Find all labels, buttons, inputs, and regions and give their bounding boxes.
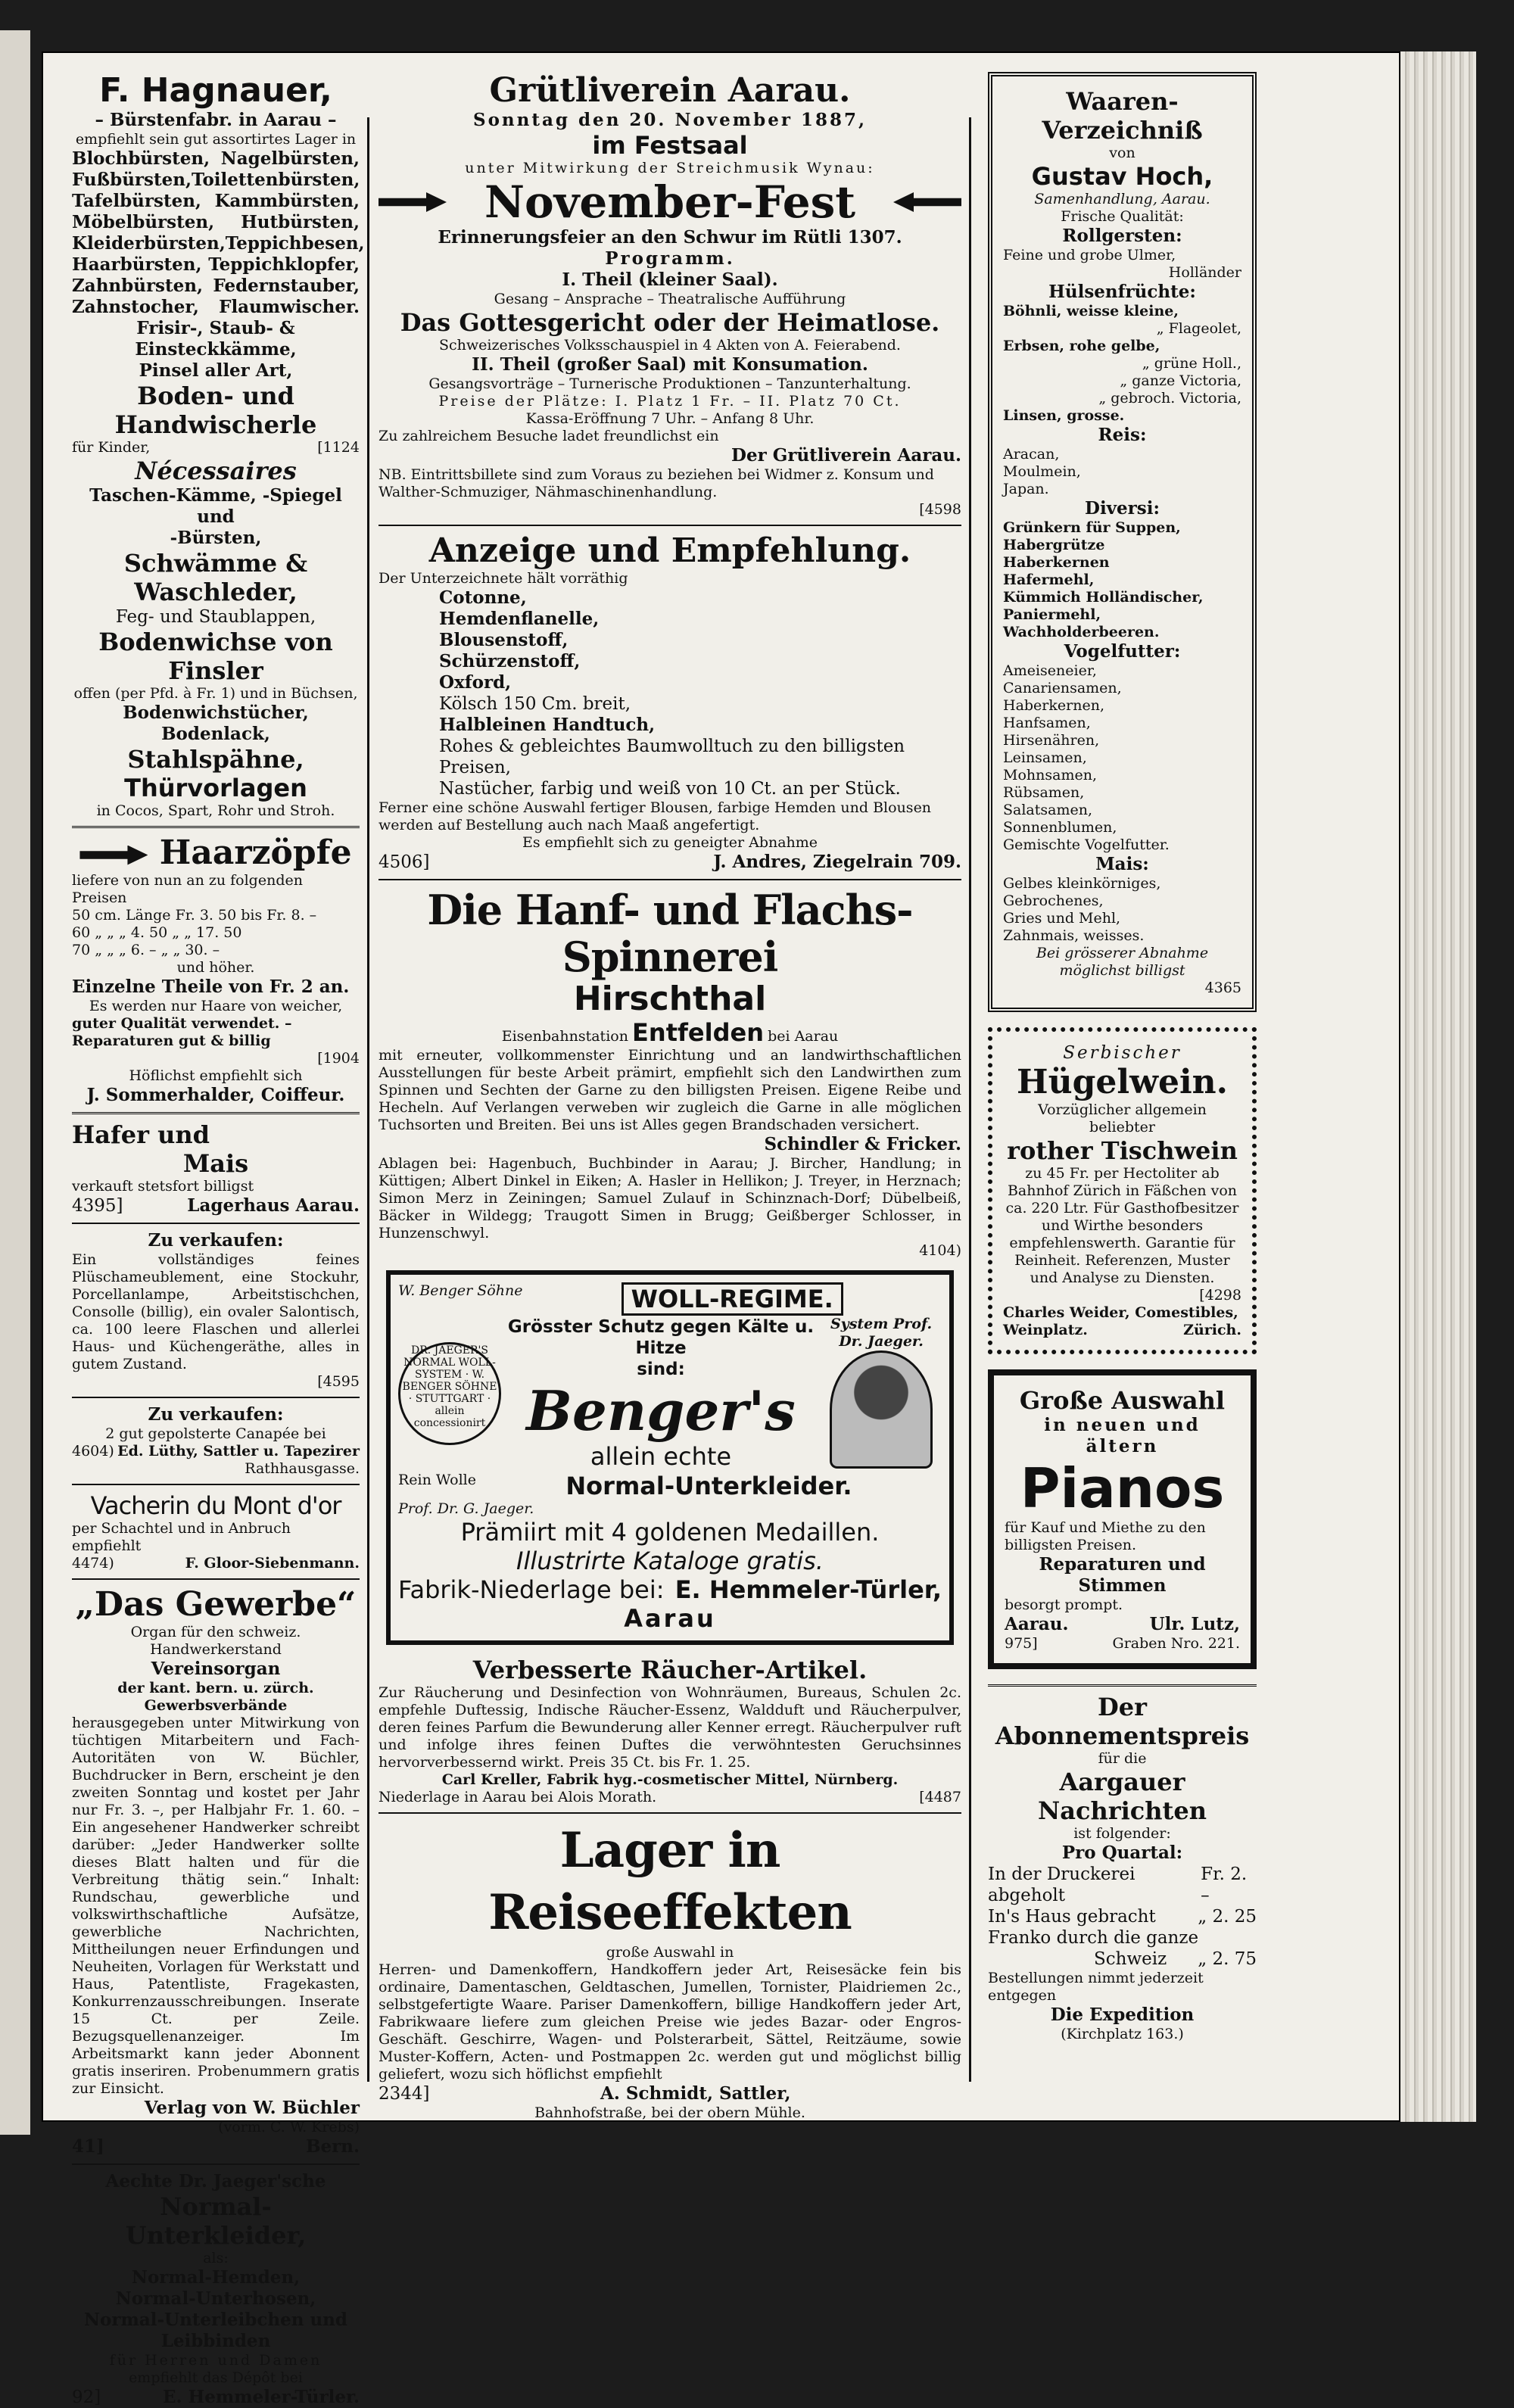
ad-text: Normal-Unterhosen, bbox=[115, 2288, 316, 2309]
category-heading: Mais: bbox=[1095, 854, 1149, 874]
ad-text: Ferner eine schöne Auswahl fertiger Blousen, farbige Hemden und Blousen werden auf Bestellung auch nach Maaß angefertigt. bbox=[378, 799, 932, 833]
ad-jaeger bbox=[72, 2171, 360, 2408]
ad-text: Bahnhofstraße, bei der obern Mühle. bbox=[534, 2104, 805, 2121]
list-item: Haberkernen, bbox=[1003, 697, 1104, 714]
list-item: Aracan, bbox=[1003, 446, 1060, 463]
list-item: Gries und Mehl, bbox=[1003, 910, 1121, 927]
column-left bbox=[72, 71, 365, 2408]
column-rule-right bbox=[969, 117, 971, 2082]
ad-title: Hirschthal bbox=[573, 980, 767, 1018]
ad-text: NB. Eintrittsbillete sind zum Voraus zu beziehen bei Widmer z. Konsum und Walther-Schmuziger, Nähmaschinenhandlung. bbox=[378, 466, 934, 500]
category-heading: Hülsenfrüchte: bbox=[1048, 282, 1196, 302]
ad-ref: [4598 bbox=[919, 501, 961, 518]
ad-text: für die bbox=[1098, 1750, 1147, 1767]
ad-vacherin bbox=[72, 1491, 360, 1572]
list-item: Gemischte Vogelfutter. bbox=[1003, 836, 1170, 853]
list-item: Cotonne, bbox=[439, 587, 527, 608]
ad-text: Eisenbahnstation bbox=[501, 1028, 628, 1045]
ad-gruetliverein bbox=[378, 72, 961, 519]
brand-name: Benger's bbox=[526, 1378, 796, 1443]
jaeger-portrait-icon bbox=[830, 1350, 933, 1469]
ad-text: Pinsel aller Art, bbox=[139, 360, 293, 381]
ad-text: -Bürsten, bbox=[170, 528, 262, 548]
ad-text: ist folgender: bbox=[1073, 1825, 1171, 1842]
category-heading: Rollgersten: bbox=[1062, 226, 1182, 246]
ad-text: Pro Quartal: bbox=[1061, 1843, 1183, 1863]
list-item: Feine und grobe Ulmer, bbox=[1003, 247, 1176, 263]
list-item: Blochbürsten, Nagelbürsten, bbox=[72, 148, 360, 169]
list-item: Moulmein, bbox=[1003, 463, 1081, 480]
list-item: Wachholderbeeren. bbox=[1003, 624, 1160, 640]
list-item: Zahnstocher, Flaumwischer. bbox=[72, 297, 360, 317]
ad-text: empfiehlt das Dépôt bei bbox=[129, 2369, 303, 2386]
ad-signature: Ed. Lüthy, Sattler u. Tapezirer bbox=[117, 1443, 360, 1459]
ad-text: offen (per Pfd. à Fr. 1) und in Büchsen, bbox=[73, 685, 358, 702]
ad-gustav-hoch bbox=[988, 72, 1257, 1012]
list-item: Ameiseneier, bbox=[1003, 662, 1097, 679]
pointing-hand-icon bbox=[893, 192, 961, 212]
ad-text: verkauft stetsfort billigst bbox=[72, 1178, 254, 1195]
ad-text: Serbischer bbox=[1063, 1043, 1182, 1063]
ad-text: guter Qualität verwendet. – Reparaturen gut & billig bbox=[72, 1015, 292, 1049]
ad-signature: Der Grütliverein Aarau. bbox=[731, 445, 961, 466]
ad-text: Taschen-Kämme, -Spiegel und bbox=[89, 485, 342, 527]
ad-ref: [4487 bbox=[919, 1789, 961, 1805]
ad-text: Aarau bbox=[624, 1604, 716, 1633]
list-item: Habergrütze bbox=[1003, 537, 1105, 553]
list-item: Haberkernen bbox=[1003, 554, 1110, 571]
list-item: Linsen, grosse. bbox=[1003, 407, 1125, 424]
ad-text: Höflichst empfiehlt sich bbox=[129, 1067, 303, 1084]
list-item: „ ganze Victoria, bbox=[1120, 372, 1241, 389]
pointing-hand-icon bbox=[79, 846, 148, 865]
category-heading: Vogelfutter: bbox=[1064, 641, 1181, 662]
list-item: Blousenstoff, bbox=[439, 630, 569, 650]
ad-title: F. Hagnauer, bbox=[99, 71, 332, 110]
ad-ref: 4604) bbox=[72, 1443, 114, 1459]
program-item: Schweizerisches Volksschauspiel in 4 Akten von A. Feierabend. bbox=[439, 337, 901, 354]
ad-haarzoepfe bbox=[72, 834, 360, 1106]
list-item: Erbsen, rohe gelbe, bbox=[1003, 338, 1160, 354]
price-row: 50 cm. Länge Fr. 3. 50 bis Fr. 8. – bbox=[72, 907, 317, 924]
ad-signature: F. Gloor-Siebenmann. bbox=[185, 1555, 360, 1572]
ad-ref: 92] bbox=[72, 2388, 101, 2407]
list-item: Kölsch 150 Cm. breit, bbox=[439, 694, 631, 714]
ad-text: besorgt prompt. bbox=[1005, 1597, 1123, 1613]
ad-text: Thürvorlagen bbox=[124, 774, 307, 802]
ad-text: als: bbox=[203, 2250, 229, 2266]
ad-signature: Charles Weider, Comestibles, bbox=[1003, 1304, 1238, 1321]
ad-title: „Das Gewerbe“ bbox=[75, 1585, 357, 1624]
ad-text: (vorm. C. W. Krebs) bbox=[218, 2119, 360, 2135]
ad-title: Aargauer Nachrichten bbox=[1038, 1768, 1207, 1825]
ad-ref: 41] bbox=[72, 2136, 104, 2157]
ad-signature: A. Schmidt, Sattler, bbox=[600, 2083, 791, 2104]
ad-text: große Auswahl in bbox=[606, 1944, 734, 1961]
ad-text: System Prof. Dr. Jaeger. bbox=[830, 1316, 933, 1350]
ad-title: Gustav Hoch, bbox=[1031, 162, 1213, 191]
list-item: Zahnbürsten, Federnstauber, bbox=[72, 276, 360, 296]
ad-spinnerei bbox=[378, 886, 961, 1260]
ad-text: Normal-Unterkleider. bbox=[565, 1472, 852, 1500]
price-row: 70 „ „ „ 6. – „ „ 30. – bbox=[72, 942, 220, 958]
list-item: Holländer bbox=[1168, 264, 1241, 281]
category-heading: Reis: bbox=[1098, 425, 1147, 445]
ad-raeucher bbox=[378, 1656, 961, 1806]
ad-text: Reparaturen und Stimmen bbox=[1039, 1554, 1206, 1596]
ad-ref: 4395] bbox=[72, 1196, 123, 1216]
ad-verkaufen-1 bbox=[72, 1230, 360, 1391]
ad-title: Zu verkaufen: bbox=[148, 1230, 284, 1251]
list-item: Möbelbürsten, Hutbürsten, bbox=[72, 212, 360, 232]
ad-woll-regime bbox=[386, 1270, 954, 1645]
ad-title: Pianos bbox=[1020, 1456, 1225, 1520]
ad-text: Nécessaires bbox=[135, 456, 297, 485]
ad-text: Zürich. bbox=[1183, 1322, 1241, 1338]
ad-title: Vacherin du Mont d'or bbox=[90, 1491, 341, 1520]
ad-hagnauer bbox=[72, 71, 365, 820]
ad-text: Illustrirte Kataloge gratis. bbox=[516, 1547, 824, 1575]
ad-text: liefere von nun an zu folgenden Preisen bbox=[72, 872, 303, 906]
list-item: Mohnsamen, bbox=[1003, 767, 1097, 783]
ad-text: Verlag von W. Büchler bbox=[144, 2098, 360, 2118]
ad-signature: Prof. Dr. G. Jaeger. bbox=[398, 1500, 534, 1517]
ad-title: Anzeige und Empfehlung. bbox=[428, 531, 911, 570]
ad-text: Herren- und Damenkoffern, Handkoffern jeder Art, Reisesäcke fein bis ordinaire, Damentaschen, Geldtaschen, Jumellen, Tornister, Plaidriemen 2c., selbstgefertigte Waare. Pariser Damenkoffern, billige Handkoffern jeder Art, Fabrikwaare liefere zum gleichen Preise wie jedes Bazar- oder Engros-Geschäft. Geschirre, Wagen- und Polsterarbeit, Sättel, Reitzäume, sowie Muster-Koffern, Acten- und Postmappen 2c. werden gut und möglichst billig geliefert, wozu sich höflichst empfiehlt bbox=[378, 1961, 961, 2082]
book-edge bbox=[1400, 51, 1476, 2122]
ad-signature: Die Expedition bbox=[1050, 2005, 1195, 2025]
pointing-hand-icon bbox=[378, 192, 447, 212]
ad-text: Bodenwichstücher, Bodenlack, bbox=[123, 702, 309, 744]
ad-title: Aechte Dr. Jaeger'sche bbox=[105, 2171, 326, 2191]
ad-text: Zur Räucherung und Desinfection von Wohnräumen, Bureaus, Schulen 2c. empfehle Duftessig, Indische Räucher-Essenz, Waldduft und Räucherpulver, deren feines Parfum die Bewunderung aller Kenner erregt. Räucherpulver ruft und infolge ihres feinen Duftes die verwöhntesten Geruchsinnes hervorverbessernd wirkt. Preis 35 Ct. bis Fr. 1. 25. bbox=[378, 1684, 961, 1771]
column-rule-left bbox=[367, 117, 369, 2082]
list-item: Sonnenblumen, bbox=[1003, 819, 1117, 836]
price-label: In's Haus gebracht bbox=[988, 1907, 1156, 1927]
list-item: Tafelbürsten, Kammbürsten, bbox=[72, 191, 360, 211]
column-center bbox=[378, 72, 961, 2122]
ad-title: Lager in Reiseeffekten bbox=[488, 1822, 852, 1941]
ad-huegelwein bbox=[988, 1027, 1257, 1354]
program-item: Kassa-Eröffnung 7 Uhr. – Anfang 8 Uhr. bbox=[525, 410, 815, 427]
ad-text: Grösster Schutz gegen Kälte u. Hitze bbox=[507, 1317, 815, 1358]
ad-ref: 4474) bbox=[72, 1555, 114, 1572]
ad-text: Rein Wolle bbox=[398, 1472, 476, 1488]
ad-title: Normal-Unterkleider, bbox=[125, 2192, 307, 2250]
list-item: Grünkern für Suppen, bbox=[1003, 519, 1181, 536]
program-item: Preise der Plätze: I. Platz 1 Fr. – II. Platz 70 Ct. bbox=[438, 393, 902, 410]
program-item: Gesang – Ansprache – Theatralische Aufführung bbox=[494, 291, 846, 307]
list-item: Rübsamen, bbox=[1003, 784, 1085, 801]
ad-ref: [4595 bbox=[317, 1373, 360, 1390]
ad-text: W. Benger Söhne bbox=[398, 1282, 523, 1299]
list-item: Hafermehl, bbox=[1003, 572, 1095, 588]
jaeger-emblem-icon: DR. JAEGER'S NORMAL WOLL-SYSTEM · W. BENGER SÖHNE · STUTTGART · allein concessionirt bbox=[398, 1342, 501, 1445]
program-item: I. Theil (kleiner Saal). bbox=[562, 269, 778, 290]
ad-text: Rathhausgasse. bbox=[245, 1460, 360, 1477]
ad-text: für Herren und Damen bbox=[109, 2352, 322, 2369]
ad-hafer bbox=[72, 1120, 360, 1216]
ad-ref: 2344] bbox=[378, 2084, 430, 2104]
ad-text: Normal-Hemden, bbox=[131, 2267, 301, 2288]
price-value: „ 2. 25 bbox=[1198, 1907, 1257, 1927]
ad-text: sind: bbox=[637, 1360, 685, 1379]
ad-title: Hügelwein. bbox=[1017, 1063, 1228, 1101]
list-item: Zahnmais, weisses. bbox=[1003, 927, 1145, 944]
ad-title: Die Hanf- und Flachs-Spinnerei bbox=[427, 886, 913, 981]
ad-title: WOLL-REGIME. bbox=[621, 1282, 843, 1316]
ad-title: Große Auswahl bbox=[1019, 1386, 1226, 1415]
ad-text: von bbox=[1109, 145, 1136, 161]
ad-text: Feg- und Staublappen, bbox=[115, 607, 316, 627]
price-value: Fr. 2. – bbox=[1201, 1864, 1248, 1905]
ad-text: mit erneuter, vollkommenster Einrichtung und an landwirthschaftlichen Ausstellungen für beste Arbeit prämirt, empfiehlt sich den Landwirthen zum Spinnen und Sechten der Garne zu den billigsten Preisen. Eigene Reibe und Hecheln. Auf Verlangen verweben wir zugleich die Garne in alle möglichen Tuchsorten und Breiten. Bei uns ist Alles gegen Brandschaden versichert. bbox=[378, 1047, 961, 1133]
ad-text: Samenhandlung, Aarau. bbox=[1034, 191, 1210, 207]
price-label: Franko durch die ganze bbox=[988, 1928, 1199, 1948]
ad-pianos bbox=[988, 1369, 1257, 1669]
ad-text: 2 gut gepolsterte Canapée bei bbox=[105, 1425, 326, 1442]
list-item: Hemdenflanelle, bbox=[439, 609, 600, 629]
ad-text: Ein vollständiges feines Plüschameublement, eine Stockuhr, Porcellanlampe, Arbeitstischchen, Consolle (billig), ein ovaler Salontisch, ca. 100 leere Flaschen und allerlei Haus- und Küchengeräthe, alles in gutem Zustand. bbox=[72, 1251, 360, 1372]
list-item: Japan. bbox=[1003, 481, 1049, 497]
ad-text: Einzelne Theile von Fr. 2 an. bbox=[72, 977, 350, 997]
event-title: November-Fest bbox=[484, 176, 856, 228]
program-item: Gesangsvorträge – Turnerische Produktionen – Tanzunterhaltung. bbox=[428, 375, 911, 392]
ad-text: Vereinsorgan bbox=[151, 1659, 281, 1679]
ad-title: Zu verkaufen: bbox=[148, 1404, 284, 1425]
ad-ref: [1904 bbox=[317, 1050, 360, 1067]
list-item: Hirsenähren, bbox=[1003, 732, 1100, 749]
list-item: Canariensamen, bbox=[1003, 680, 1122, 696]
ad-title: Mais bbox=[182, 1149, 249, 1178]
ad-text: per Schachtel und in Anbruch empfiehlt bbox=[72, 1520, 291, 1554]
ad-text: für Kauf und Miethe zu den billigsten Preisen. bbox=[1005, 1519, 1206, 1553]
ad-text: Frische Qualität: bbox=[1061, 208, 1184, 225]
ad-reiseeffekten bbox=[378, 1820, 961, 2122]
program-item: Das Gottesgericht oder der Heimatlose. bbox=[400, 308, 940, 337]
ad-text: Aarau. bbox=[1005, 1614, 1069, 1634]
ad-text: Graben Nro. 221. bbox=[1112, 1635, 1240, 1652]
ad-text: Es empfiehlt sich zu geneigter Abnahme bbox=[522, 834, 818, 851]
ad-text: Zu zahlreichem Besuche ladet freundlichst ein bbox=[378, 428, 719, 444]
ad-title: rother Tischwein bbox=[1007, 1136, 1238, 1165]
ad-signature: Ulr. Lutz, bbox=[1149, 1614, 1240, 1634]
ad-text: Boden- und Handwischerle bbox=[114, 382, 317, 439]
list-item: Nastücher, farbig und weiß von 10 Ct. an per Stück. bbox=[439, 779, 901, 799]
program-item: II. Theil (großer Saal) mit Konsumation. bbox=[472, 354, 868, 375]
ad-text: für Kinder, bbox=[72, 439, 151, 456]
list-item: Gebrochenes, bbox=[1003, 892, 1104, 909]
list-item: Paniermehl, bbox=[1003, 606, 1101, 623]
ad-text: Bestellungen nimmt jederzeit entgegen bbox=[988, 1970, 1204, 2004]
ad-text: herausgegeben unter Mitwirkung von tüchtigen Mitarbeitern und Fach-Autoritäten von W. Büchler, Buchdrucker in Bern, erscheint je den zweiten Sonntag und kostet per Jahr nur Fr. 3. –, per Halbjahr Fr. 1. 60. – Ein angesehener Handwerker schreibt darüber: „Jeder Handwerker sollte dieses Blatt halten und für die Verbreitung thätig sein.“ Inhalt: Rundschau, gewerbliche und volkswirthschaftliche Aufsätze, gewerbliche Nachrichten, Mittheilungen neuer Erfindungen und Neuheiten, Vorlagen für Werkstatt und Haus, Patentliste, Fragekasten, Konkurrenzausschreibungen. Inserate 15 Ct. per Zeile. Bezugsquellenanzeiger. Im Arbeitsmarkt kann jeder Abonnent gratis inseriren. Probenummern gratis zur Einsicht. bbox=[72, 1715, 360, 2097]
ad-title: Verbesserte Räucher-Artikel. bbox=[472, 1656, 868, 1684]
price-row: 60 „ „ „ 4. 50 „ „ 17. 50 bbox=[72, 924, 242, 941]
ad-anzeige bbox=[378, 532, 961, 873]
ad-title: Grütliverein Aarau. bbox=[489, 71, 851, 110]
ad-signature: E. Hemmeler-Türler. bbox=[162, 2387, 360, 2407]
ad-signature: Lagerhaus Aarau. bbox=[187, 1195, 360, 1216]
brush-list bbox=[72, 148, 365, 318]
ad-text: unter Mitwirkung der Streichmusik Wynau: bbox=[465, 160, 875, 176]
ad-ref: [4298 bbox=[1199, 1287, 1241, 1304]
ad-text: in neuen und ältern bbox=[1044, 1415, 1201, 1456]
ad-text: Schwämme & Waschleder, bbox=[123, 549, 308, 606]
list-item: Hanfsamen, bbox=[1003, 715, 1091, 731]
price-label: Schweiz bbox=[1094, 1949, 1167, 1969]
ad-text: Fabrik-Niederlage bei: bbox=[398, 1575, 665, 1604]
ad-text: E. Hemmeler-Türler, bbox=[674, 1575, 942, 1604]
ad-verkaufen-2 bbox=[72, 1404, 360, 1478]
ad-title: Haarzöpfe bbox=[159, 833, 352, 872]
ad-ref: 4104) bbox=[919, 1242, 961, 1259]
ad-text: Es werden nur Haare von weicher, bbox=[89, 998, 343, 1014]
ad-text: Vorzüglicher allgemein beliebter bbox=[1038, 1101, 1207, 1135]
list-item: Halbleinen Handtuch, bbox=[439, 715, 656, 735]
list-item: Oxford, bbox=[439, 672, 512, 693]
ad-text: Bei grösserer Abnahme möglichst billigst bbox=[1036, 945, 1209, 979]
ad-text: Normal-Unterleibchen und bbox=[84, 2310, 347, 2330]
price-value: „ 2. 75 bbox=[1198, 1949, 1257, 1969]
ad-gewerbe bbox=[72, 1586, 360, 2157]
ad-ref: 4506] bbox=[378, 852, 430, 872]
ad-title: Entfelden bbox=[632, 1018, 764, 1047]
ad-ref: [1124 bbox=[317, 439, 360, 456]
ad-title: Der Abonnementspreis bbox=[995, 1693, 1250, 1750]
ad-ref: 975] bbox=[1005, 1635, 1038, 1652]
ad-text: allein echte bbox=[590, 1442, 732, 1471]
ad-title: Waaren-Verzeichniß bbox=[1042, 87, 1203, 145]
left-page-edge bbox=[0, 30, 30, 2135]
ad-text: empfiehlt sein gut assortirtes Lager in bbox=[75, 131, 357, 148]
ad-title: Hafer und bbox=[72, 1120, 210, 1149]
price-label: In der Druckerei abgeholt bbox=[988, 1864, 1136, 1905]
list-item: „ gebroch. Victoria, bbox=[1098, 390, 1241, 407]
ad-text: (Kirchplatz 163.) bbox=[1061, 2026, 1184, 2042]
ad-ref: 4365 bbox=[1204, 980, 1241, 996]
ad-text: Weinplatz. bbox=[1003, 1322, 1088, 1338]
ad-signature: J. Sommerhalder, Coiffeur. bbox=[86, 1085, 345, 1105]
ad-text: in Cocos, Spart, Rohr und Stroh. bbox=[96, 802, 335, 819]
ad-text: Leibbinden bbox=[160, 2331, 271, 2351]
ad-text: Ablagen bei: Hagenbuch, Buchbinder in Aarau; J. Bircher, Handlung; in Küttigen; Albert Dinkel in Eiken; A. Hasler in Hellikon; J. Treyer, in Herznach; Simon Merz in Zeiningen; Samuel Zulauf in Schinznach-Dorf; Dübelbeiß, Bäcker in Wildegg; Traugott Simen in Brugg; Geißberger Schlosser, in Hunzenschwyl. bbox=[378, 1155, 961, 1241]
ad-signature: Carl Kreller, Fabrik hyg.-cosmetischer Mittel, Nürnberg. bbox=[441, 1771, 899, 1788]
list-item: Salatsamen, bbox=[1003, 802, 1092, 818]
list-item: Leinsamen, bbox=[1003, 749, 1087, 766]
list-item: Kleiderbürsten, Teppichbesen, bbox=[72, 233, 365, 254]
ad-abonnement bbox=[988, 1693, 1257, 2043]
ad-text: Frisir-, Staub- & Einsteckkämme, bbox=[135, 318, 297, 360]
ad-text: Erinnerungsfeier an den Schwur im Rütli 1307. bbox=[438, 227, 902, 248]
list-item: „ Flageolet, bbox=[1156, 320, 1241, 337]
ad-text: bei Aarau bbox=[768, 1028, 839, 1045]
ad-text: Organ für den schweiz. Handwerkerstand bbox=[130, 1624, 301, 1658]
event-place: im Festsaal bbox=[592, 131, 748, 160]
event-date: Sonntag den 20. November 1887, bbox=[472, 110, 868, 130]
ad-text: Niederlage in Aarau bei Alois Morath. bbox=[378, 1789, 657, 1805]
ad-signature: Schindler & Fricker. bbox=[764, 1134, 961, 1154]
list-item: Böhnli, weisse kleine, bbox=[1003, 303, 1179, 319]
ad-text: Bodenwichse von Finsler bbox=[98, 628, 333, 685]
ad-subtitle: – Bürstenfabr. in Aarau – bbox=[95, 110, 337, 130]
ad-text: zu 45 Fr. per Hectoliter ab Bahnhof Zürich in Fäßchen von ca. 220 Ltr. Für Gasthofbesitzer und Wirthe besonders empfehlenswerth. Garantie für Reinheit. Referenzen, Muster und Analyse zu Diensten. bbox=[1005, 1165, 1239, 1286]
ad-text: Der Unterzeichnete hält vorräthig bbox=[378, 570, 628, 587]
ad-text: Programm. bbox=[605, 248, 735, 269]
ad-text: Stahlspähne, bbox=[127, 745, 304, 774]
list-item: Rohes & gebleichtes Baumwolltuch zu den billigsten Preisen, bbox=[439, 737, 905, 777]
column-right bbox=[988, 72, 1257, 2043]
category-heading: Diversi: bbox=[1085, 498, 1160, 519]
list-item: Schürzenstoff, bbox=[439, 651, 581, 671]
list-item: „ grüne Holl., bbox=[1142, 355, 1241, 372]
ad-signature: J. Andres, Ziegelrain 709. bbox=[713, 852, 961, 872]
list-item: Kümmich Holländischer, bbox=[1003, 589, 1204, 606]
list-item: Fußbürsten, Toilettenbürsten, bbox=[72, 170, 360, 190]
list-item: Gelbes kleinkörniges, bbox=[1003, 875, 1161, 892]
list-item: Haarbürsten, Teppichklopfer, bbox=[72, 254, 360, 275]
ad-text: Bern. bbox=[306, 2136, 360, 2157]
ad-text: der kant. bern. u. zürch. Gewerbsverbände bbox=[117, 1680, 314, 1714]
ad-text: Prämiirt mit 4 goldenen Medaillen. bbox=[460, 1518, 880, 1547]
ad-text: und höher. bbox=[176, 959, 255, 976]
